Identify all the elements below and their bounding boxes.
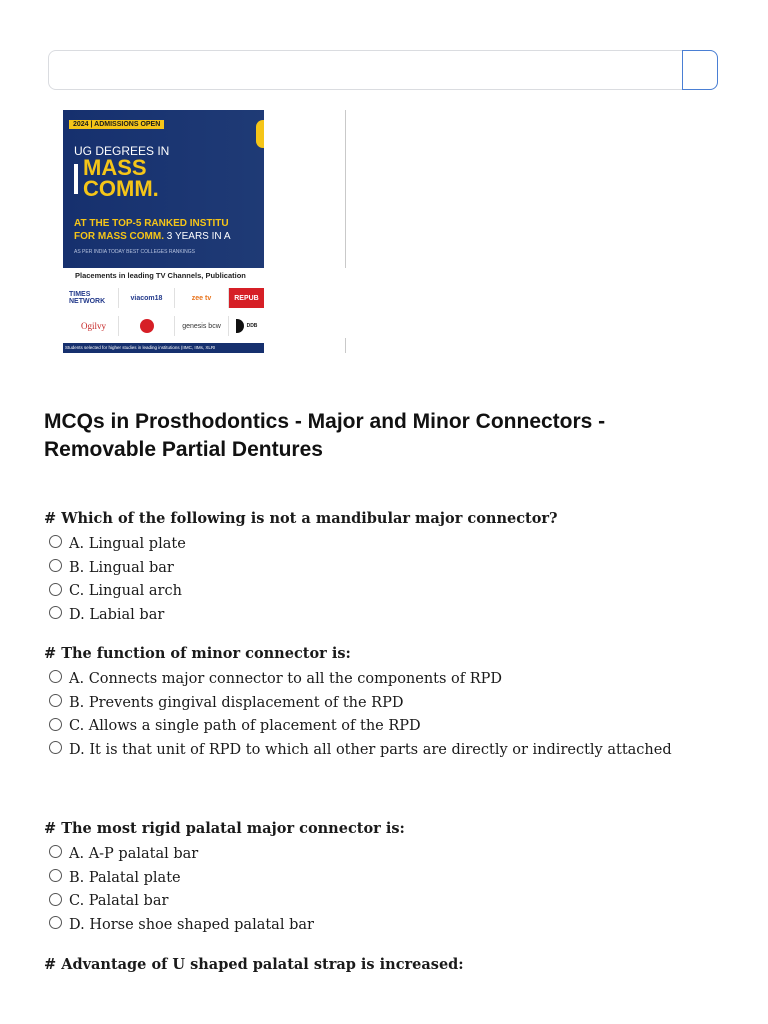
ad-hero [63,110,264,268]
answer-option[interactable] [44,667,672,691]
answer-option-label: B. Palatal plate [69,869,181,886]
answer-option-label: A. Lingual plate [69,535,186,552]
answer-option-label: C. Lingual arch [69,583,182,600]
red-badge-icon [140,319,154,333]
page-title: MCQs in Prosthodontics - Major and Minor Connectors - Removable Partial Dentures [44,410,606,461]
question-text: # The function of minor connector is: [44,645,351,662]
radio-button[interactable] [49,670,62,683]
ddb-label: DDB [246,323,258,329]
question-block [44,954,464,978]
answer-option-label: D. It is that unit of RPD to which all other parts are directly or indirectly attached [69,741,672,758]
ad-heading-mass: MASS [83,155,147,180]
radio-button[interactable] [49,845,62,858]
ad-tagline-2 [74,231,231,242]
answer-option-label: B. Prevents gingival displacement of the RPD [69,694,404,711]
ad-accent-bar [74,164,78,194]
question-text: # The most rigid palatal major connector is: [44,820,405,837]
ad-heading: UG DEGREES IN [74,144,170,158]
answer-option[interactable] [44,889,405,913]
ddb-mark-icon [236,319,244,333]
radio-button[interactable] [49,694,62,707]
question-text: # Which of the following is not a mandibular major connector? [44,510,558,527]
radio-button[interactable] [49,893,62,906]
ad-corner-tab [256,120,264,148]
answer-option-label: D. Horse shoe shaped palatal bar [69,916,314,933]
radio-button[interactable] [49,718,62,731]
radio-button[interactable] [49,535,62,548]
ad-tagline: AT THE TOP-5 RANKED INSTITU [74,218,229,229]
question-block [44,643,672,762]
question-block [44,818,405,937]
logo-republic: REPUB [229,288,264,308]
logo-red-badge [119,316,175,336]
ad-heading-comm: COMM. [83,176,159,201]
search-button[interactable] [682,50,718,90]
answer-option-label: A. Connects major connector to all the components of RPD [69,670,503,687]
divider [345,338,346,353]
answer-option-label: B. Lingual bar [69,559,174,576]
answer-option[interactable] [44,714,672,738]
answer-option-label: A. A-P palatal bar [69,845,199,862]
search-input[interactable] [59,59,663,83]
ad-placements-panel [63,268,264,343]
logo-zee-tv: zee tv [175,288,229,308]
radio-button[interactable] [49,869,62,882]
radio-button[interactable] [49,741,62,754]
logo-viacom18: viacom18 [119,288,175,308]
radio-button[interactable] [49,559,62,572]
ad-footer: Students selected for higher studies in leading institutions (IIMC, IIMs, XLRI [63,343,264,353]
ad-tagline-bold: FOR MASS COMM. [74,231,164,242]
question-text: # Advantage of U shaped palatal strap is increased: [44,956,464,973]
logo-genesis-bcw: genesis bcw [175,316,229,336]
answer-option[interactable] [44,556,558,580]
answer-option[interactable] [44,579,558,603]
logo-ddb [229,316,264,336]
divider [345,110,346,268]
answer-option[interactable] [44,913,405,937]
answer-option-label: D. Labial bar [69,606,165,623]
ad-badge: 2024 | ADMISSIONS OPEN [69,120,164,129]
logo-ogilvy: Ogilvy [69,316,119,336]
answer-option[interactable] [44,842,405,866]
answer-option[interactable] [44,738,672,762]
answer-option[interactable] [44,866,405,890]
radio-button[interactable] [49,606,62,619]
ad-ranking-note: AS PER INDIA TODAY BEST COLLEGES RANKINGS [74,249,195,255]
ad-placements-text: Placements in leading TV Channels, Publication [75,271,246,280]
search-bar[interactable] [48,50,718,90]
answer-option-label: C. Allows a single path of placement of the RPD [69,718,421,735]
radio-button[interactable] [49,916,62,929]
radio-button[interactable] [49,583,62,596]
answer-option[interactable] [44,603,558,627]
question-block [44,508,558,627]
answer-option[interactable] [44,691,672,715]
answer-option[interactable] [44,532,558,556]
answer-option-label: C. Palatal bar [69,893,169,910]
logo-times-network: TIMES NETWORK [69,288,119,308]
ad-banner[interactable] [63,110,264,353]
ad-tagline-rest: 3 YEARS IN A [164,231,231,242]
